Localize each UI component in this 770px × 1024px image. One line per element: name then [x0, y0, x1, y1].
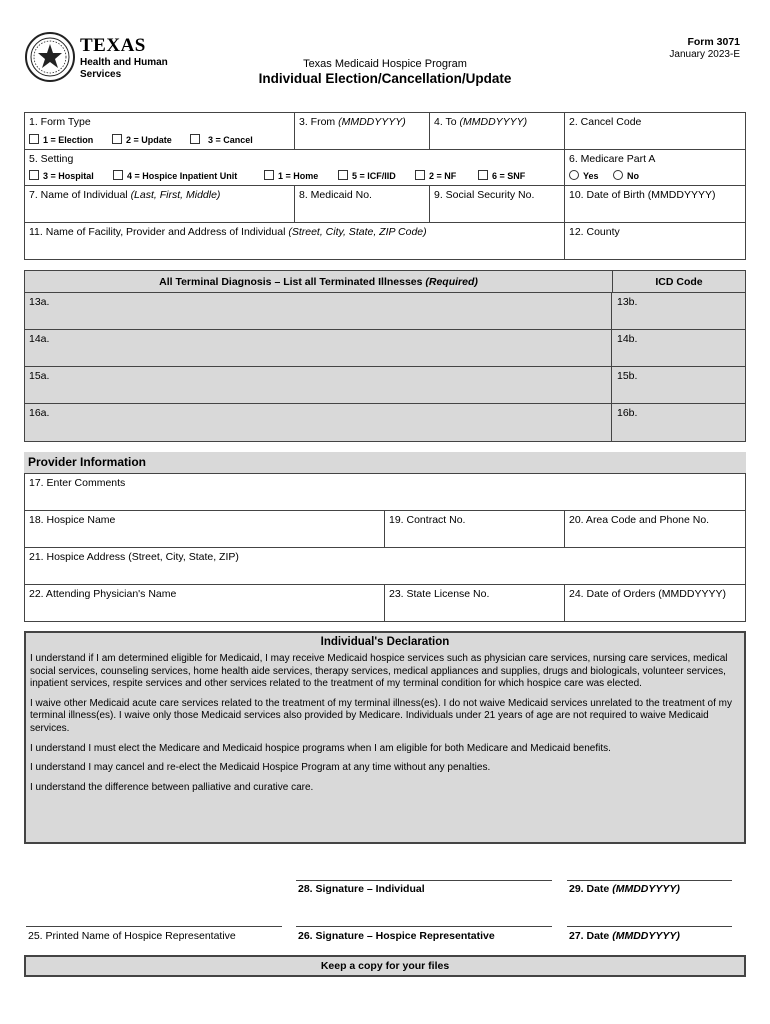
cancel-checkbox[interactable]: [190, 134, 200, 144]
form-type-cancel-option[interactable]: 3 = Cancel: [190, 134, 253, 145]
medicare-yes-option[interactable]: Yes: [569, 170, 599, 181]
update-checkbox[interactable]: [112, 134, 122, 144]
hospice-rep-date-line[interactable]: [567, 926, 732, 927]
setting-snf-option[interactable]: 6 = SNF: [478, 170, 525, 181]
diagnosis-header-label: All Terminal Diagnosis – List all Terminated Illnesses (Required): [159, 276, 478, 288]
form-type-update-option[interactable]: 2 = Update: [112, 134, 172, 145]
cancel-code-field[interactable]: 2. Cancel Code: [564, 112, 746, 150]
diagnosis-16a-field[interactable]: 16a.: [25, 404, 612, 441]
medicare-part-a-cell: 6. Medicare Part A Yes No: [564, 149, 746, 186]
ssn-field[interactable]: 9. Social Security No.: [429, 185, 565, 223]
individual-signature-line[interactable]: [296, 880, 552, 881]
printed-name-line[interactable]: [26, 926, 282, 927]
declaration-box: [24, 631, 746, 844]
diagnosis-15a-field[interactable]: 15a.: [25, 367, 612, 403]
icd-16b-field[interactable]: 16b.: [617, 407, 638, 419]
provider-section-title: Provider Information: [28, 455, 147, 469]
table-row: [25, 293, 745, 330]
setting-inpatient-option[interactable]: 4 = Hospice Inpatient Unit: [113, 170, 237, 181]
phone-number-field[interactable]: 20. Area Code and Phone No.: [564, 510, 746, 548]
no-radio[interactable]: [613, 170, 623, 180]
diagnosis-header: [25, 271, 745, 293]
form-number: Form 3071: [687, 36, 740, 48]
diagnosis-14a-field[interactable]: 14a.: [25, 330, 612, 366]
individual-name-field[interactable]: 7. Name of Individual (Last, First, Middle): [24, 185, 295, 223]
declaration-paragraph-3: I understand I must elect the Medicare and Medicaid hospice programs when I am eligible for both Medicare and Medicaid benefits.: [30, 742, 611, 754]
declaration-paragraph-4: I understand I may cancel and re-elect the Medicaid Hospice Program at any time without any penalties.: [30, 762, 491, 774]
icd-15b-field[interactable]: 15b.: [617, 370, 638, 382]
state-license-field[interactable]: 23. State License No.: [384, 584, 565, 622]
table-row: [25, 330, 745, 367]
icd-13b-field[interactable]: 13b.: [617, 296, 638, 308]
home-checkbox[interactable]: [264, 170, 274, 180]
program-name: Texas Medicaid Hospice Program: [303, 58, 467, 70]
hospice-address-field[interactable]: 21. Hospice Address (Street, City, State, ZIP): [24, 547, 746, 585]
setting-nf-option[interactable]: 2 = NF: [415, 170, 456, 181]
form-date: January 2023-E: [669, 49, 740, 60]
hospice-name-field[interactable]: 18. Hospice Name: [24, 510, 385, 548]
diagnosis-table: [24, 270, 746, 442]
date-of-orders-field[interactable]: 24. Date of Orders (MMDDYYYY): [564, 584, 746, 622]
hospice-rep-date-label: 27. Date (MMDDYYYY): [569, 930, 680, 942]
declaration-paragraph-5: I understand the difference between palliative and curative care.: [30, 781, 314, 793]
setting-label: 5. Setting: [29, 153, 74, 165]
agency-name-line1: TEXAS: [80, 35, 146, 56]
to-date-field[interactable]: 4. To (MMDDYYYY): [429, 112, 565, 150]
agency-name-line2: Health and Human: [80, 57, 168, 68]
inpatient-unit-checkbox[interactable]: [113, 170, 123, 180]
declaration-paragraph-2: I waive other Medicaid acute care services related to the treatment of my terminal illness(es). I do not waive Medicaid services unrelated to the treatment of my terminal illness(es). I waive only those Medicaid services also provided by Medicare. Individuals under 21 years of age are not required to waive Medicaid services.: [30, 697, 732, 734]
agency-name-line3: Services: [80, 69, 122, 80]
printed-name-label: 25. Printed Name of Hospice Representative: [28, 930, 236, 942]
medicaid-number-field[interactable]: 8. Medicaid No.: [294, 185, 430, 223]
county-field[interactable]: 12. County: [564, 222, 746, 260]
footer-note-box: [24, 955, 746, 977]
setting-icf-option[interactable]: 5 = ICF/IID: [338, 170, 396, 181]
form-title: Individual Election/Cancellation/Update: [258, 71, 512, 86]
footer-note: Keep a copy for your files: [320, 960, 450, 972]
icd-14b-field[interactable]: 14b.: [617, 333, 638, 345]
nf-checkbox[interactable]: [415, 170, 425, 180]
from-date-field[interactable]: 3. From (MMDDYYYY): [294, 112, 430, 150]
medicare-no-option[interactable]: No: [613, 170, 639, 181]
table-row: [25, 404, 745, 441]
hospital-checkbox[interactable]: [29, 170, 39, 180]
yes-radio[interactable]: [569, 170, 579, 180]
declaration-paragraph-1: I understand if I am determined eligible for Medicaid, I may receive Medicaid hospice services such as physician care services, nursing care services, medical social services, counseling services, home health aide services, therapy services, medical appliances and supplies, drugs and biologicals, volunteer services, inpatient services, respite services and other services related to the treatment of my terminal condition for which hospice care was elected.: [30, 653, 728, 690]
provider-section-header: [24, 452, 746, 473]
form-type-label: 1. Form Type: [29, 116, 91, 128]
hospice-rep-signature-line[interactable]: [296, 926, 552, 927]
setting-home-option[interactable]: 1 = Home: [264, 170, 318, 181]
diagnosis-13a-field[interactable]: 13a.: [25, 293, 612, 329]
date-of-birth-field[interactable]: 10. Date of Birth (MMDDYYYY): [564, 185, 746, 223]
hospice-rep-signature-label: 26. Signature – Hospice Representative: [298, 930, 495, 942]
election-checkbox[interactable]: [29, 134, 39, 144]
icd-code-header: ICD Code: [655, 276, 703, 288]
individual-date-label: 29. Date (MMDDYYYY): [569, 883, 680, 895]
form-type-election-option[interactable]: 1 = Election: [29, 134, 93, 145]
setting-hospital-option[interactable]: 3 = Hospital: [29, 170, 94, 181]
snf-checkbox[interactable]: [478, 170, 488, 180]
declaration-title: Individual's Declaration: [320, 636, 450, 648]
physician-name-field[interactable]: 22. Attending Physician's Name: [24, 584, 385, 622]
comments-field[interactable]: 17. Enter Comments: [24, 473, 746, 511]
facility-address-field[interactable]: 11. Name of Facility, Provider and Address of Individual (Street, City, State, ZIP Code): [24, 222, 565, 260]
icf-checkbox[interactable]: [338, 170, 348, 180]
setting-cell: [24, 149, 565, 186]
individual-signature-label: 28. Signature – Individual: [298, 883, 425, 895]
contract-number-field[interactable]: 19. Contract No.: [384, 510, 565, 548]
individual-date-line[interactable]: [567, 880, 732, 881]
table-row: [25, 367, 745, 404]
form-type-cell: [24, 112, 295, 150]
